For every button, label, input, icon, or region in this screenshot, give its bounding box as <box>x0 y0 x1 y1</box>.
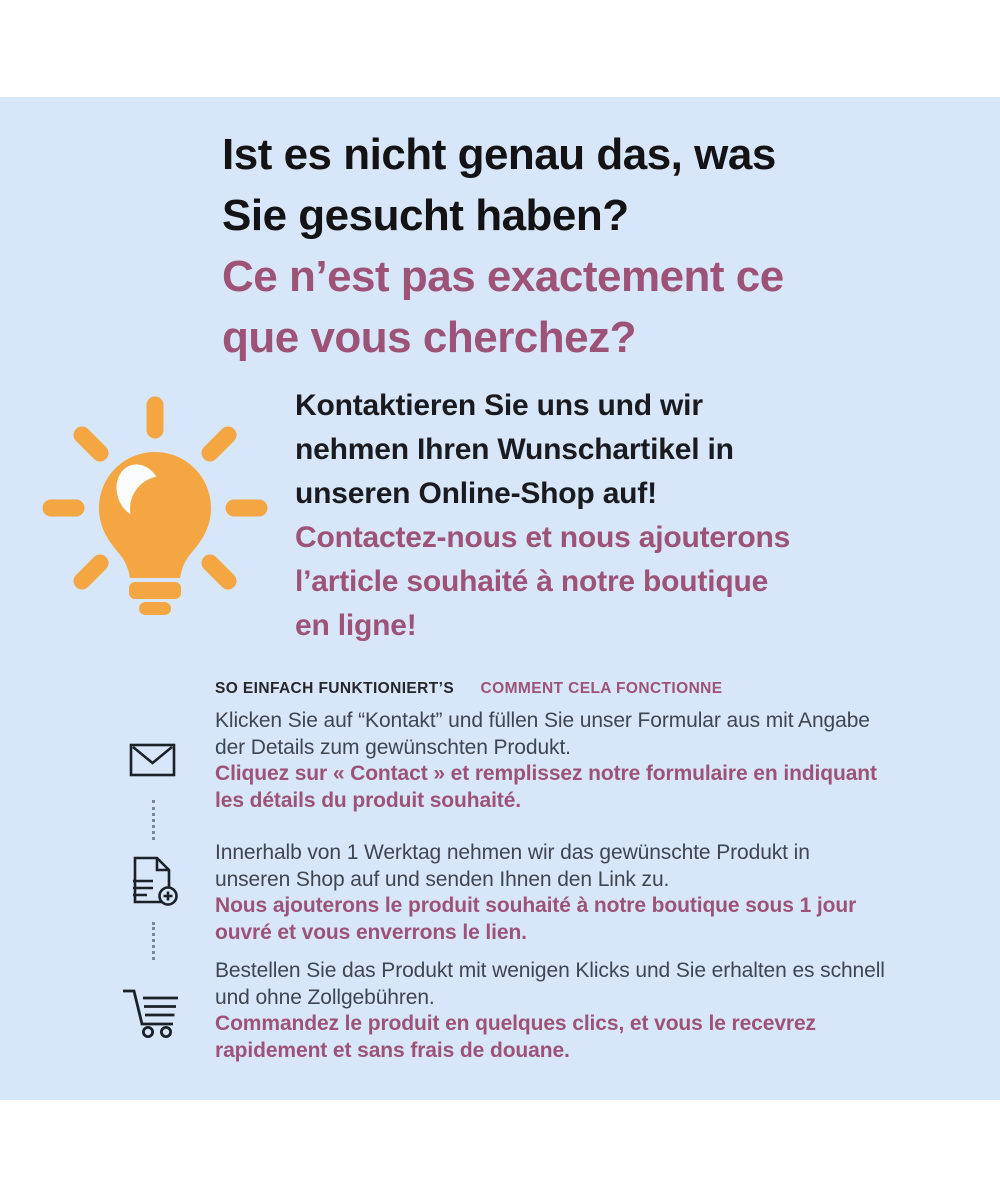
headline-de-line1: Ist es nicht genau das, was <box>222 130 776 179</box>
headline <box>222 124 942 368</box>
step-3-fr-line2: rapidement et sans frais de douane. <box>215 1038 570 1062</box>
lightbulb-icon <box>42 396 268 636</box>
step-1-fr-line1: Cliquez sur « Contact » et remplissez notre formulaire en indiquant <box>215 762 877 785</box>
document-add-icon <box>131 856 179 908</box>
intro-fr-line2: l’article souhaité à notre boutique <box>295 565 769 598</box>
intro-de-line1: Kontaktieren Sie uns und wir <box>295 389 703 422</box>
intro-paragraph <box>295 384 935 648</box>
intro-fr-line3: en ligne! <box>295 609 417 642</box>
step-3-de-line1: Bestellen Sie das Produkt mit wenigen Klicks und Sie erhalten es schnell <box>215 959 885 982</box>
step-3-fr-line1: Commandez le produit en quelques clics, et vous le recevrez <box>215 1012 816 1035</box>
step-3 <box>215 958 945 1064</box>
step-1-de-line1: Klicken Sie auf “Kontakt” und füllen Sie unser Formular aus mit Angabe <box>215 709 870 732</box>
step-2-de-line2: unseren Shop auf und senden Ihnen den Link zu. <box>215 867 670 891</box>
section-heading <box>215 680 723 698</box>
intro-de-line3: unseren Online-Shop auf! <box>295 477 657 510</box>
headline-de-line2: Sie gesucht haben? <box>222 191 629 240</box>
step-1 <box>215 708 945 814</box>
step-1-fr-line2: les détails du produit souhaité. <box>215 788 522 812</box>
step-connector-dots <box>152 800 155 840</box>
section-heading-de: SO EINFACH FUNKTIONIERT’S <box>215 680 455 697</box>
headline-fr-line1: Ce n’est pas exactement ce <box>222 252 784 301</box>
section-heading-fr: COMMENT CELA FONCTIONNE <box>480 680 723 697</box>
step-2-fr-line2: ouvré et vous enverrons le lien. <box>215 920 527 944</box>
headline-fr-line2: que vous cherchez? <box>222 313 637 362</box>
step-2-fr-line1: Nous ajouterons le produit souhaité à notre boutique sous 1 jour <box>215 894 857 917</box>
step-1-de-line2: der Details zum gewünschten Produkt. <box>215 735 571 759</box>
step-connector-dots <box>152 922 155 960</box>
step-3-de-line2: und ohne Zollgebühren. <box>215 985 435 1009</box>
envelope-icon <box>129 743 176 777</box>
step-2 <box>215 840 945 946</box>
intro-fr-line1: Contactez-nous et nous ajouterons <box>295 521 791 554</box>
intro-de-line2: nehmen Ihren Wunschartikel in <box>295 433 734 466</box>
step-2-de-line1: Innerhalb von 1 Werktag nehmen wir das gewünschte Produkt in <box>215 841 810 864</box>
cart-icon <box>120 984 182 1040</box>
